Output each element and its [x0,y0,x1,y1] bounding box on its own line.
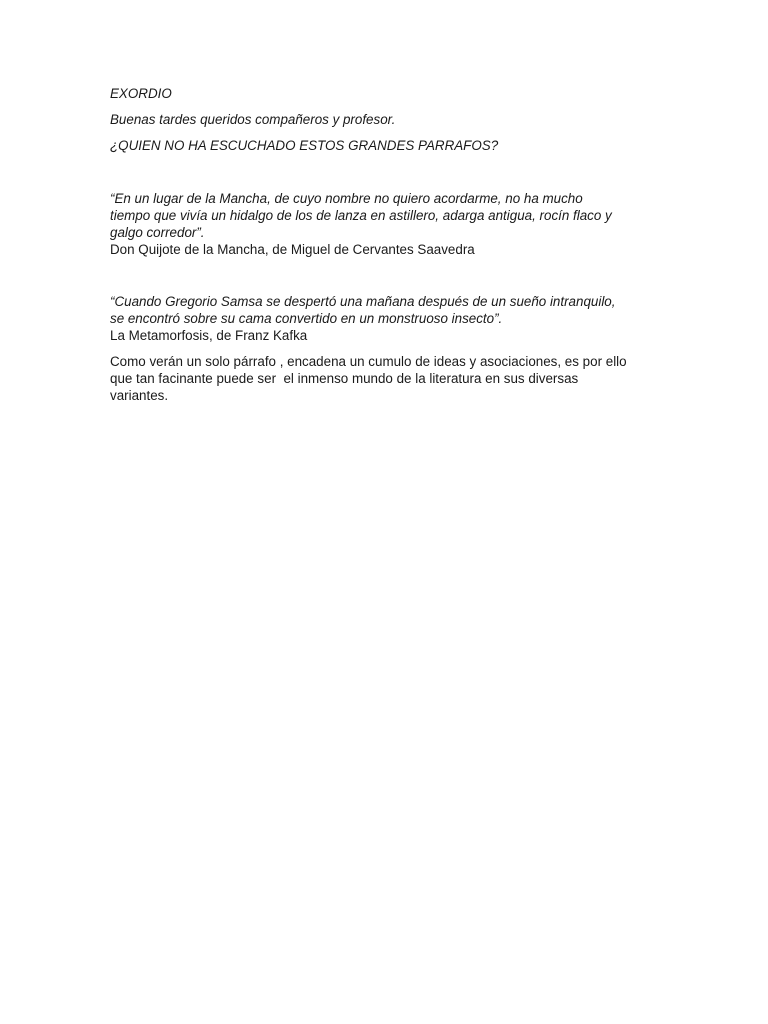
closing-line: Como verán un solo párrafo , encadena un cumulo de ideas y asociaciones, es por ello [110,354,627,369]
closing-line: variantes. [110,388,169,403]
question: ¿QUIEN NO HA ESCUCHADO ESTOS GRANDES PARRAFOS? [110,138,499,153]
quote-line: tiempo que vivía un hidalgo de los de lanza en astillero, adarga antigua, rocín flaco y [110,208,612,223]
quote-line: se encontró sobre su cama convertido en un monstruoso insecto”. [110,311,503,326]
quote-block-quijote [110,190,670,258]
closing-paragraph [110,353,670,404]
quote-block-metamorfosis [110,293,670,344]
heading: EXORDIO [110,86,172,101]
quote-line: “En un lugar de la Mancha, de cuyo nombre no quiero acordarme, no ha mucho [110,191,583,206]
quote-line: “Cuando Gregorio Samsa se despertó una mañana después de un sueño intranquilo, [110,294,616,309]
quote-line: galgo corredor”. [110,225,205,240]
closing-line: que tan facinante puede ser el inmenso mundo de la literatura en sus diversas [110,371,579,386]
quote-text [110,190,670,241]
greeting: Buenas tardes queridos compañeros y profesor. [110,112,396,127]
quote-source: La Metamorfosis, de Franz Kafka [110,328,308,343]
document-body [110,85,670,404]
quote-text [110,293,670,327]
quote-source: Don Quijote de la Mancha, de Miguel de Cervantes Saavedra [110,242,475,257]
